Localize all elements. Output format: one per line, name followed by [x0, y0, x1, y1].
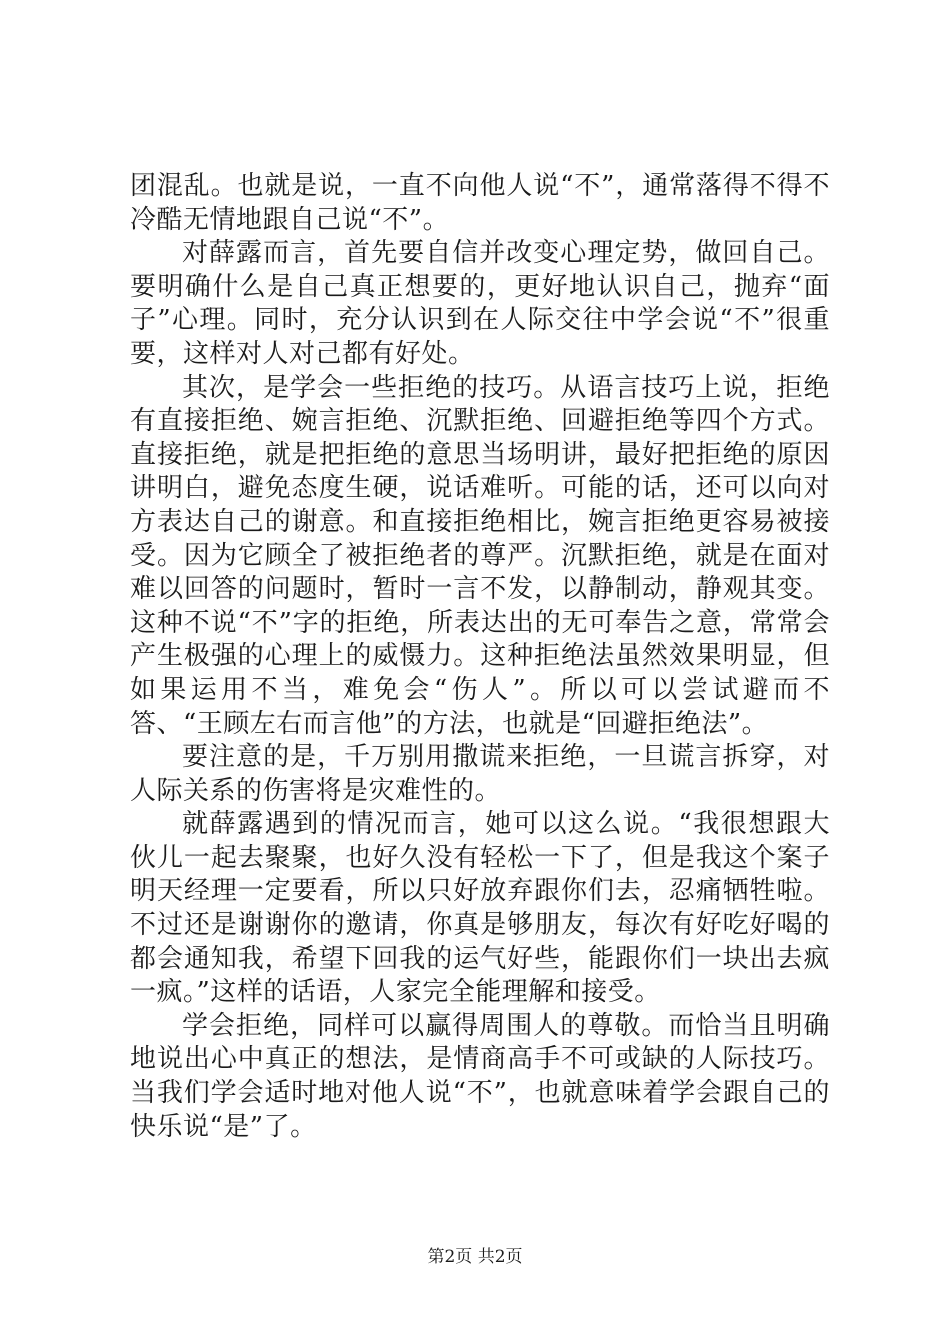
paragraph-continued: 团混乱。也就是说，一直不向他人说“不”，通常落得不得不冷酷无情地跟自己说“不”。 [130, 171, 830, 235]
page-number-footer: 第2页 共2页 [427, 1247, 523, 1267]
paragraph: 学会拒绝，同样可以赢得周围人的尊敬。而恰当且明确地说出心中真正的想法，是情商高手不可或缺的人际技巧。当我们学会适时地对他人说“不”，也就意味着学会跟自己的快乐说“是”了。 [130, 1010, 830, 1142]
document-body [130, 170, 830, 1144]
paragraph: 要注意的是，千万别用撒谎来拒绝，一旦谎言拆穿，对人际关系的伤害将是灾难性的。 [130, 742, 830, 806]
paragraph: 对薛露而言，首先要自信并改变心理定势，做回自己。要明确什么是自己真正想要的，更好地认识自己，抛弃“面子”心理。同时，充分认识到在人际交往中学会说“不”很重要，这样对人对己都有好处。 [130, 238, 830, 369]
paragraph: 就薛露遇到的情况而言，她可以这么说。“我很想跟大伙儿一起去聚聚，也好久没有轻松一下了，但是我这个案子明天经理一定要看，所以只好放弃跟你们去，忍痛牺牲啦。不过还是谢谢你的邀请，你真是够朋友，每次有好吃好喝的都会通知我，希望下回我的运气好些，能跟你们一块出去疯一疯。”这样的话语，人家完全能理解和接受。 [130, 809, 830, 1008]
paragraph: 其次，是学会一些拒绝的技巧。从语言技巧上说，拒绝有直接拒绝、婉言拒绝、沉默拒绝、回避拒绝等四个方式。直接拒绝，就是把拒绝的意思当场明讲，最好把拒绝的原因讲明白，避免态度生硬，说话难听。可能的话，还可以向对方表达自己的谢意。和直接拒绝相比，婉言拒绝更容易被接受。因为它顾全了被拒绝者的尊严。沉默拒绝，就是在面对难以回答的问题时，暂时一言不发，以静制动，静观其变。这种不说“不”字的拒绝，所表达出的无可奉告之意，常常会产生极强的心理上的威慑力。这种拒绝法虽然效果明显，但如果运用不当，难免会“伤人”。所以可以尝试避而不答、“王顾左右而言他”的方法，也就是“回避拒绝法”。 [130, 372, 830, 739]
